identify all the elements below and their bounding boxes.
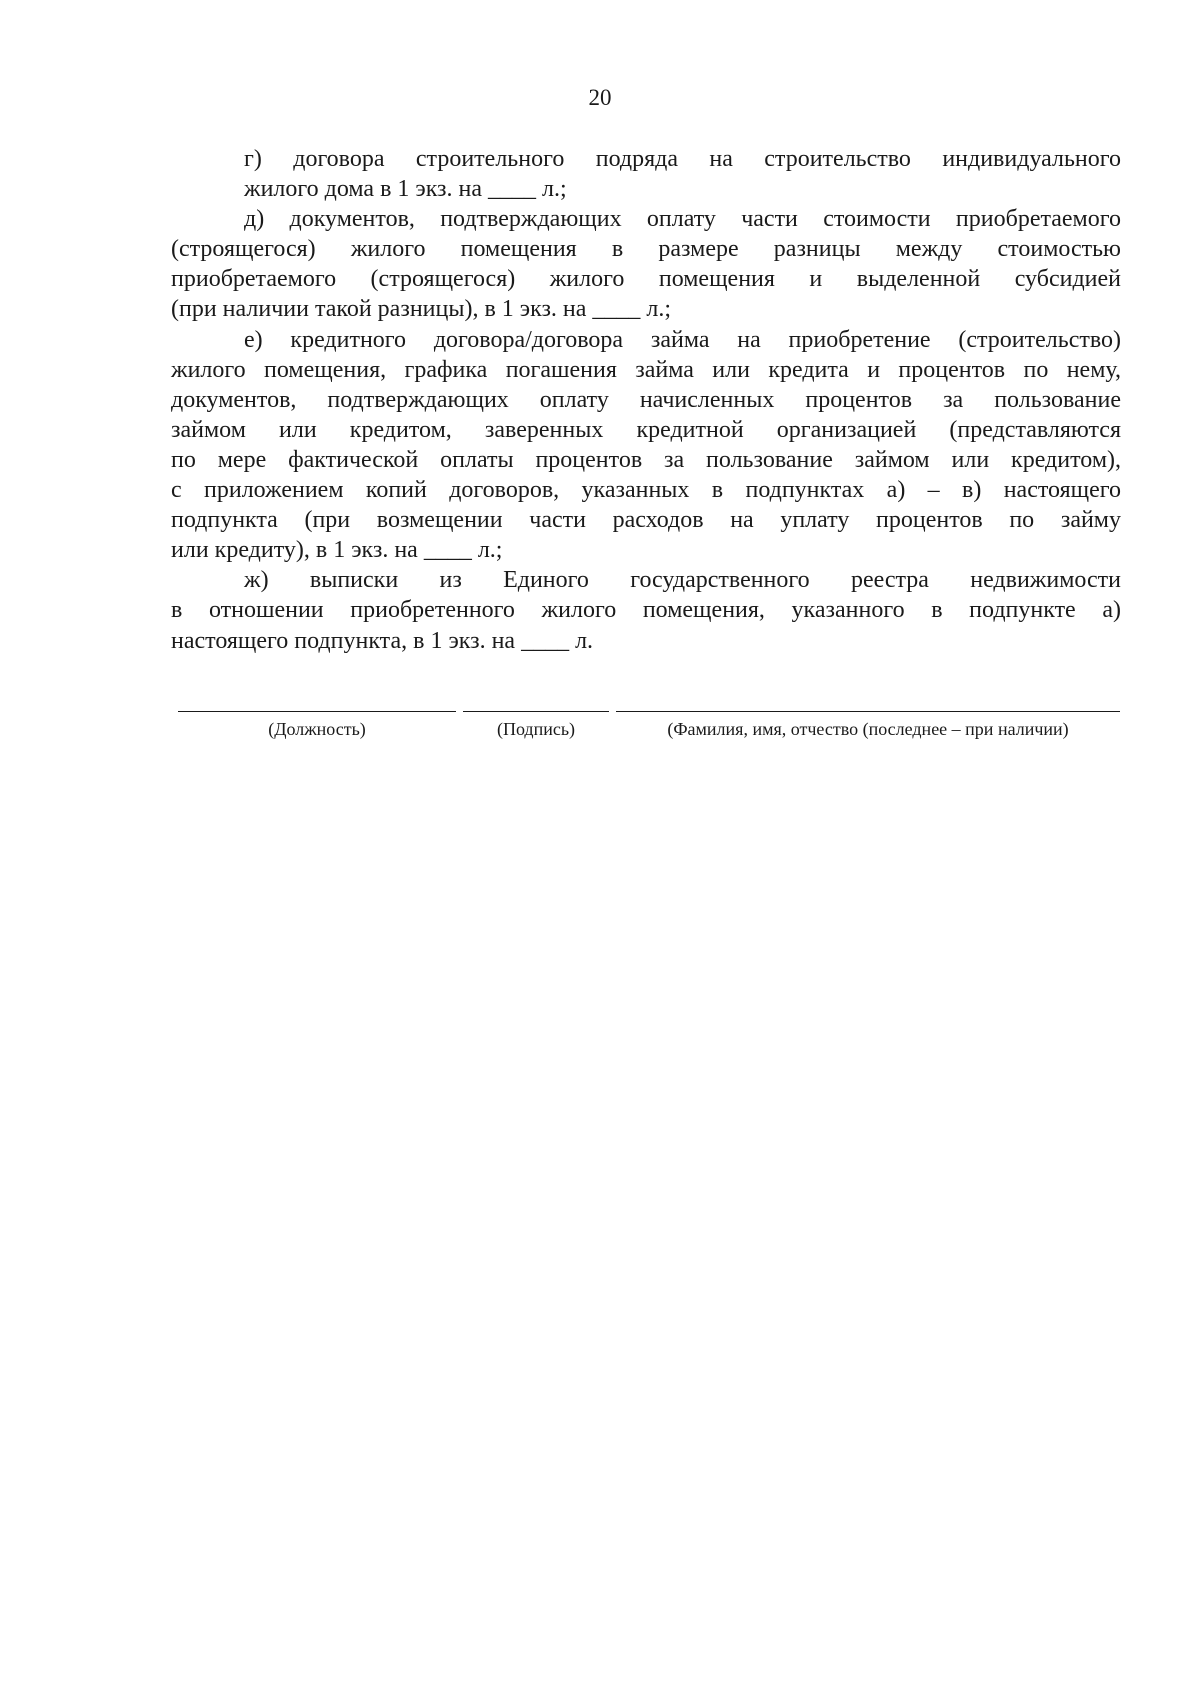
paragraph-g (171, 144, 1121, 204)
paragraph-line: жилого помещения, графика погашения займа или кредита и процентов по нему, (171, 356, 1121, 383)
paragraph-line: по мере фактической оплаты процентов за пользование займом или кредитом), (171, 446, 1121, 473)
paragraph-line: приобретаемого (строящегося) жилого помещения и выделенной субсидией (171, 266, 1121, 293)
paragraph-line: подпункта (при возмещении части расходов на уплату процентов по займу (171, 507, 1121, 534)
position-caption: (Должность) (268, 719, 366, 739)
paragraph-line: жилого дома в 1 экз. на ____ л.; (244, 176, 567, 203)
paragraph-zh (171, 565, 1121, 655)
signature-line (463, 711, 609, 712)
paragraph-line: г) договора строительного подряда на строительство индивидуального (244, 146, 1121, 172)
signature-caption: (Подпись) (496, 719, 576, 739)
page-number: 20 (588, 85, 612, 110)
position-signature-line (178, 711, 456, 712)
paragraph-line: или кредиту), в 1 экз. на ____ л.; (171, 537, 503, 564)
paragraph-line: с приложением копий договоров, указанных в подпунктах а) – в) настоящего (171, 477, 1121, 504)
paragraph-line: документов, подтверждающих оплату начисленных процентов за пользование (171, 386, 1121, 413)
full-name-caption: (Фамилия, имя, отчество (последнее – при наличии) (667, 719, 1069, 739)
paragraph-line: займом или кредитом, заверенных кредитной организацией (представляются (171, 416, 1121, 443)
paragraph-d (171, 204, 1121, 324)
paragraph-line: (при наличии такой разницы), в 1 экз. на ____ л.; (171, 296, 672, 323)
paragraph-line: д) документов, подтверждающих оплату части стоимости приобретаемого (244, 206, 1121, 233)
full-name-signature-line (616, 711, 1120, 712)
paragraph-line: настоящего подпункта, в 1 экз. на ____ л. (171, 627, 594, 654)
paragraph-line: е) кредитного договора/договора займа на приобретение (строительство) (244, 326, 1121, 353)
paragraph-line: (строящегося) жилого помещения в размере разницы между стоимостью (171, 236, 1121, 263)
document-body (171, 144, 1121, 656)
paragraph-line: в отношении приобретенного жилого помещения, указанного в подпункте а) (171, 597, 1121, 624)
paragraph-e (171, 325, 1121, 566)
paragraph-line: ж) выписки из Единого государственного реестра недвижимости (244, 567, 1121, 594)
